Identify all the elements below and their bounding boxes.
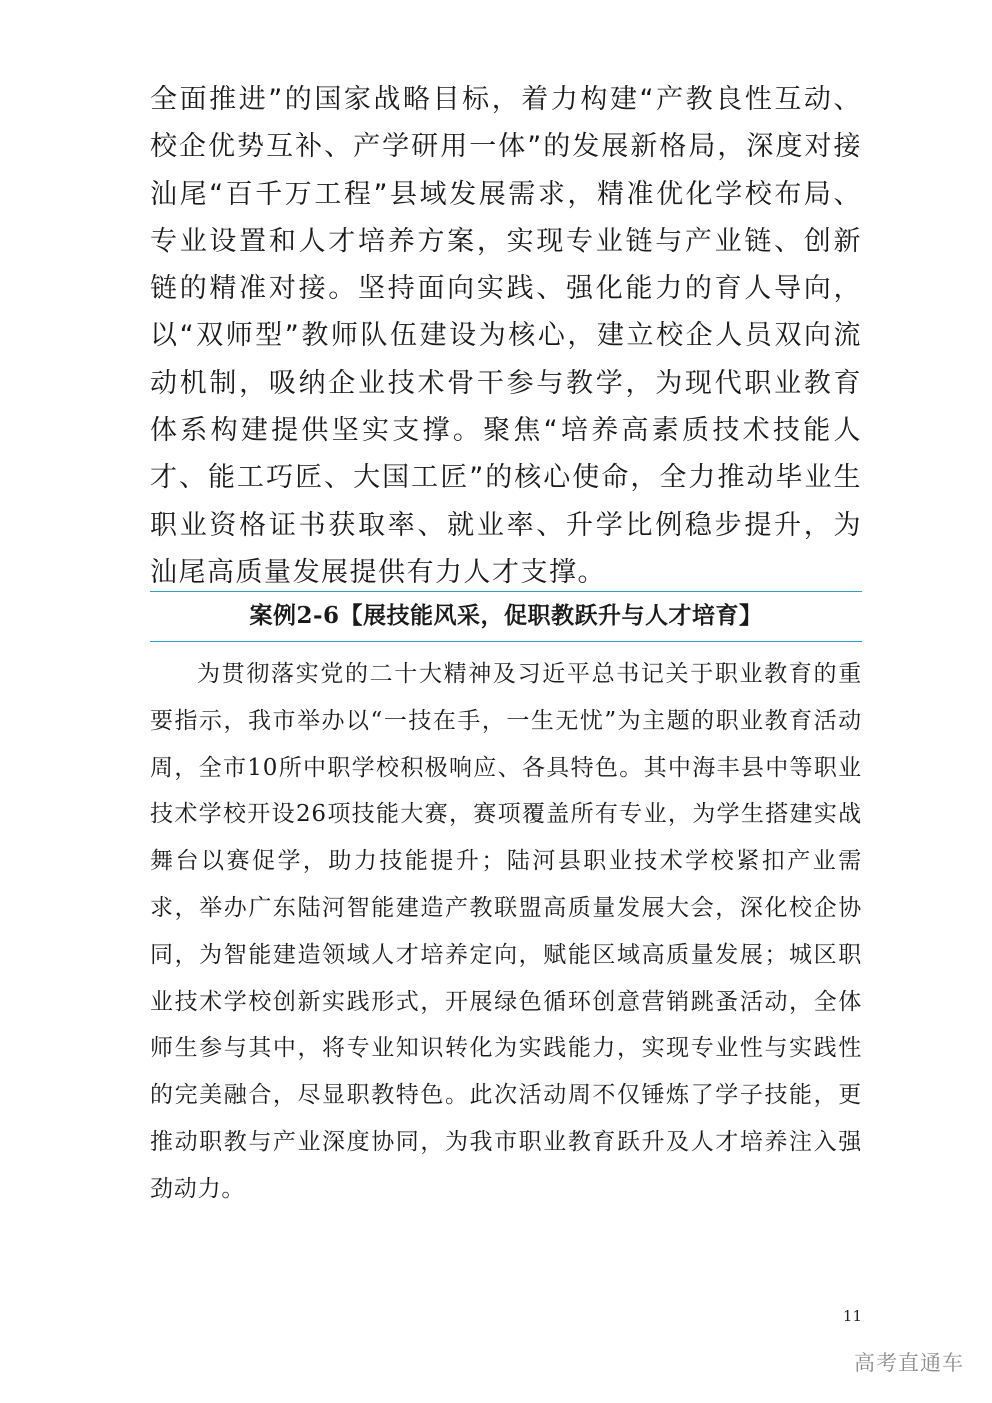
watermark: 高考直通车 [854,1351,964,1375]
case-title: 案例2-6【展技能风采，促职教跃升与人才培育】 [249,602,763,629]
case-box-title-rule [150,641,862,642]
case-box-top-rule [150,591,862,592]
case-body: 为贯彻落实党的二十大精神及习近平总书记关于职业教育的重要指示，我市举办以“一技在手，一生无忧”为主题的职业教育活动周，全市10所中职学校积极响应、各具特色。其中海丰县中等职业技术学校开设26项技能大赛，赛项覆盖所有专业，为学生搭建实战舞台以赛促学，助力技能提升；陆河县职业技术学校紧扣产业需求，举办广东陆河智能建造产教联盟高质量发展大会，深化校企协同，为智能建造领域人才培养定向，赋能区域高质量发展；城区职业技术学校创新实践形式，开展绿色循环创意营销跳蚤活动，全体师生参与其中，将专业知识转化为实践能力，实现专业性与实践性的完美融合，尽显职教特色。此次活动周不仅锤炼了学子技能，更推动职教与产业深度协同，为我市职业教育跃升及人才培养注入强劲动力。 [150,661,862,1202]
main-paragraph: 全面推进”的国家战略目标，着力构建“产教良性互动、校企优势互补、产学研用一体”的发展新格局，深度对接汕尾“百千万工程”县域发展需求，精准优化学校布局、专业设置和人才培养方案，实现专业链与产业链、创新链的精准对接。坚持面向实践、强化能力的育人导向，以“双师型”教师队伍建设为核心，建立校企人员双向流动机制，吸纳企业技术骨干参与教学，为现代职业教育体系构建提供坚实支撑。聚焦“培养高素质技术技能人才、能工巧匠、大国工匠”的核心使命，全力推动毕业生职业资格证书获取率、就业率、升学比例稳步提升，为汕尾高质量发展提供有力人才支撑。 [150,84,862,588]
page-number: 11 [842,1307,862,1325]
